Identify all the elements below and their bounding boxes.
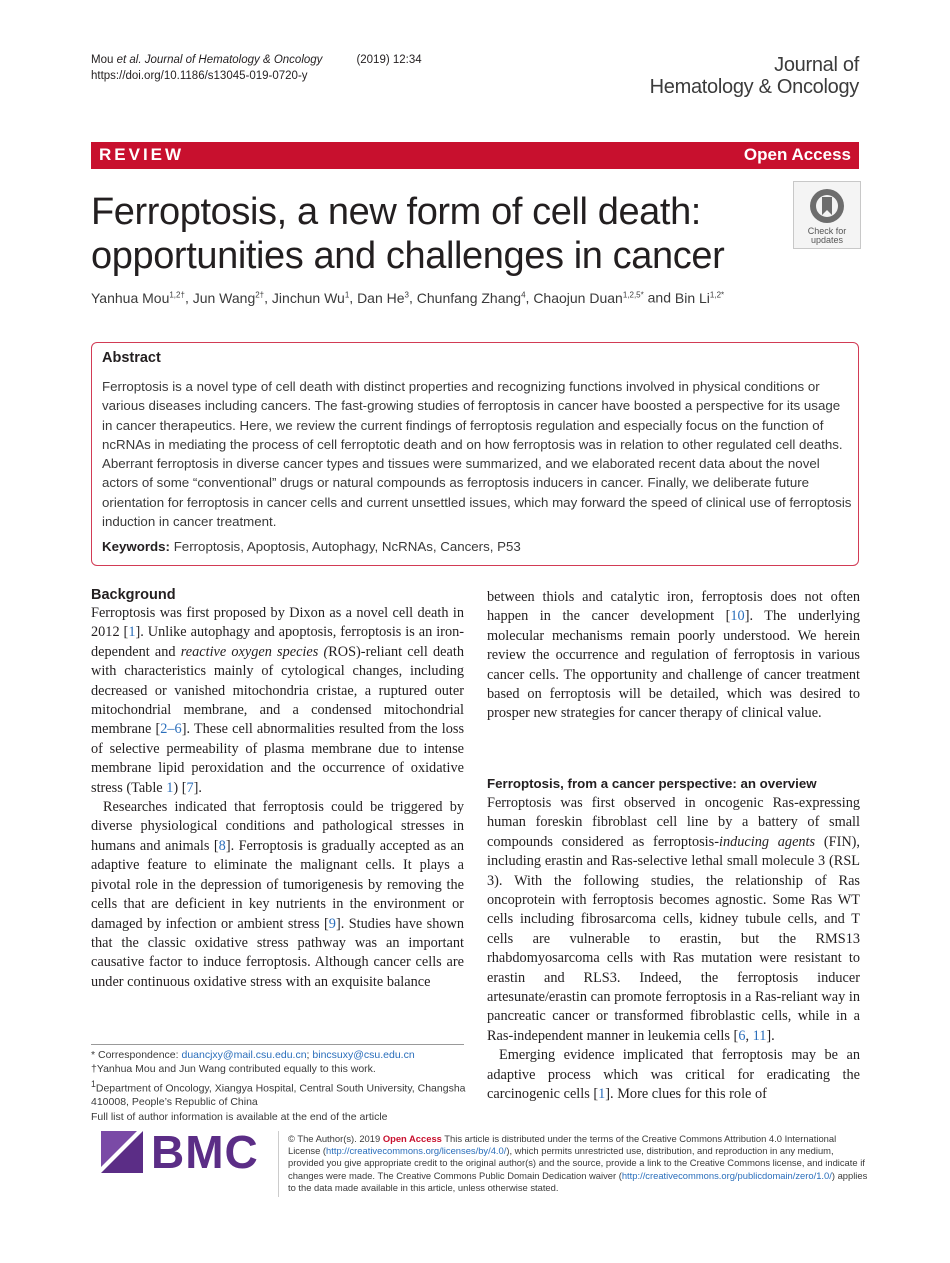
article-type-banner [91, 142, 859, 169]
author[interactable]: Chunfang Zhang$^4$ [416, 289, 526, 306]
keywords [102, 539, 521, 554]
equal-contribution-note: †Yanhua Mou and Jun Wang contributed equally to this work. [91, 1063, 376, 1076]
open-access-note: Open Access [382, 1133, 442, 1144]
email-link[interactable]: duancjxy@mail.csu.edu.cn [181, 1049, 307, 1061]
article-title [91, 190, 781, 278]
overview-body [487, 794, 860, 1105]
license-text: © The Author(s). 2019 Open Access This article is distributed under the terms of the Creative Commons Attribution 4.0 International License (http://creativecommons.org/licenses/by/4.0/), which permits unrestricted use, distribution, and reproduction in any medium, provided you give appropriate credit to the original author(s) and the source, provide a link to the Creative Commons license, and indicate if changes were made. The Creative Commons Public Domain Dedication waiver (http://creativecommons.org/publicdomain/zero/1.0/) applies to the data made available in this article, unless otherwise stated. [288, 1133, 868, 1193]
bmc-logo-graphic [101, 1131, 267, 1173]
footnotes [91, 1048, 471, 1124]
author[interactable]: Jun Wang$^{2\dagger}$ [192, 289, 265, 306]
citation-link[interactable]: 6 [738, 1027, 746, 1044]
email-link[interactable]: bincsuxy@csu.edu.cn [312, 1049, 415, 1061]
abstract-heading: Abstract [102, 350, 161, 366]
author-list: Yanhua Mou$^{1,2\dagger}$, Jun Wang$^{2\dagger}$, Jinchun Wu$^1$, Dan He$^3$, Chunfang Zhang$^4$, Chaojun Duan$^{1,2,5*}$ and Bin $Li^{1,2*}$ [91, 289, 725, 306]
citation-link[interactable]: 2–6 [160, 721, 182, 738]
citation-link[interactable]: 1 [128, 624, 136, 641]
paragraph: between thiols and catalytic iron, ferroptosis does not often happen in the cancer development [10]. The underlying molecular mechanisms remain poorly understood. We herein review the occurrence and regulation of ferroptosis in various cancer cells. The opportunity and challenge of cancer treatment based on ferroptosis will be detailed, which was desired to prosper new strategies for cancer therapy of clinical value. [487, 589, 860, 722]
overview-subheading: Ferroptosis, from a cancer perspective: an overview [487, 776, 817, 791]
author[interactable]: Dan He$^3$ [357, 289, 409, 306]
background-heading: Background [91, 587, 176, 603]
citation-authors: Mou [91, 54, 114, 66]
footnote-divider [91, 1044, 464, 1045]
waiver-link[interactable]: http://creativecommons.org/publicdomain/zero/1.0/ [621, 1169, 832, 1181]
right-column-top [487, 588, 860, 724]
citation-link[interactable]: 9 [328, 915, 336, 932]
citation-link[interactable]: 7 [186, 779, 194, 796]
full-author-info-note: Full list of author information is available at the end of the article [91, 1110, 388, 1123]
affiliation: $^1$Department of Oncology, Xiangya Hospital, Central South University, Changsha 410008, People’s Republic of China [91, 1078, 466, 1109]
citation-etal: et al. [116, 54, 142, 66]
author[interactable]: Bin $Li^{1,2*}$ [674, 289, 725, 306]
journal-name-line1: Journal of [774, 54, 859, 76]
article-type: REVIEW [99, 145, 185, 164]
citation-year: (2019) 12:34 [356, 54, 422, 66]
check-for-updates-badge[interactable] [793, 181, 861, 249]
abstract-body: Ferroptosis is a novel type of cell death with distinct properties and recognizing functions involved in physical conditions or various diseases including cancers. The fast-growing studies of ferroptosis in cancer have boosted a perspective for its usage in cancer therapeutics. Here, we review the current findings of ferroptosis regulation and especially focus on the function of ncRNAs in mediating the process of cell ferroptotic death and on how ferroptosis was in relation to other regulated cell deaths. Aberrant ferroptosis in diverse cancer types and tissues were summarized, and we elaborated recent data about the novel actors of some “conventional” drugs or natural compounds as ferroptosis inducers in cancer. Finally, we deliberate future orientation for ferroptosis in cancer cells and current unsettled issues, which may forward the speed of clinical use of ferroptosis induction in cancer treatment. [102, 379, 852, 530]
keywords-list: Ferroptosis, Apoptosis, Autophagy, NcRNAs, Cancers, P53 [173, 539, 521, 554]
journal-name-line2: Hematology & Oncology [649, 76, 859, 98]
paragraph: Ferroptosis was first observed in oncogenic Ras-expressing human foreskin fibroblast cell line by a battery of small compounds considered as ferroptosis-inducing agents (FIN), including erastin and Ras-selective lethal small molecule 3 (RSL 3). With the following studies, the relationship of Ras oncoprotein with ferroptosis becomes agnostic. Some Ras WT cells including fibrosarcoma cells, kidney tubule cells, and T cells are vulnerable to erastin, but the RMS13 rhabdomyosarcoma cells with Ras mutation were resistant to erastin and RLS3. Indeed, the ferroptosis inducer artesunate/erastin can promote ferroptosis in a Ras-reliant way in pancreatic cancer or transformed fibroblastic cells, while in a Ras-independent manner in leukemia cells [6, 11]. [487, 795, 860, 1044]
paragraph: Researches indicated that ferroptosis could be triggered by diverse physiological conditions and pathological stresses in humans and animals [8]. Ferroptosis is gradually accepted as an adaptive feature to eliminate the malignant cells. It plays a pivotal role in the depression of tumorigenesis by removing the cells that are deficient in key nutrients in the environment or damaged by infection or ambient stress [9]. Studies have shown that the classic oxidative stress pathway was an important causative factor to induce ferroptosis. Although cancer cells are under continuous oxidative stress with an exquisite balance [91, 799, 465, 990]
citation-link[interactable]: 11 [752, 1027, 767, 1044]
doi-link[interactable]: https://doi.org/10.1186/s13045-019-0720-y [91, 70, 308, 82]
bmc-logo [101, 1131, 267, 1173]
open-access-label: Open Access [743, 145, 851, 164]
citation-link[interactable]: 8 [218, 837, 226, 854]
keywords-label: Keywords: [102, 539, 170, 554]
paragraph: Ferroptosis was first proposed by Dixon as a novel cell death in 2012 [1]. Unlike autophagy and apoptosis, ferroptosis is an iron-dependent and reactive oxygen species (ROS)-reliant cell death with characteristics mainly of cytological changes, including decreased or vanished mitochondria cristae, a ruptured outer mitochondrial membrane, and a condensed mitochondrial membrane [2–6]. These cell abnormalities resulted from the loss of selective permeability of plasma membrane due to intense membrane lipid peroxidation and the occurrence of oxidative stress (Table 1) [7]. [91, 605, 465, 796]
author[interactable]: Yanhua Mou$^{1,2\dagger}$ [91, 289, 185, 306]
background-body [91, 604, 464, 992]
bmc-logo-text: BMC [151, 1131, 259, 1173]
title-line-1: Ferroptosis, a new form of cell death: [91, 191, 701, 233]
citation-link[interactable]: 1 [598, 1086, 606, 1103]
citation-journal: Journal of Hematology & Oncology [144, 54, 323, 66]
license-link[interactable]: http://creativecommons.org/licenses/by/4.0/ [326, 1145, 507, 1157]
citation-link[interactable]: 10 [730, 608, 745, 625]
author[interactable]: Jinchun Wu$^1$ [271, 289, 350, 306]
table-link[interactable]: 1 [166, 779, 174, 796]
license-divider [278, 1131, 279, 1197]
citation-header [91, 52, 422, 84]
journal-logo [650, 54, 859, 98]
author[interactable]: Chaojun Duan$^{1,2,5*}$ [533, 289, 644, 306]
paragraph: Emerging evidence implicated that ferroptosis may be an adaptive process which was critical for eradicating the carcinogenic cells [1]. More clues for this role of [487, 1047, 860, 1103]
correspondence: * Correspondence: duancjxy@mail.csu.edu.cn; bincsuxy@csu.edu.cn [91, 1049, 415, 1061]
check-updates-line1: Check for [807, 226, 847, 236]
abstract-box [91, 342, 859, 566]
title-line-2: opportunities and challenges in cancer [91, 235, 725, 277]
check-updates-icon [808, 187, 846, 225]
check-updates-line2: updates [810, 235, 844, 245]
